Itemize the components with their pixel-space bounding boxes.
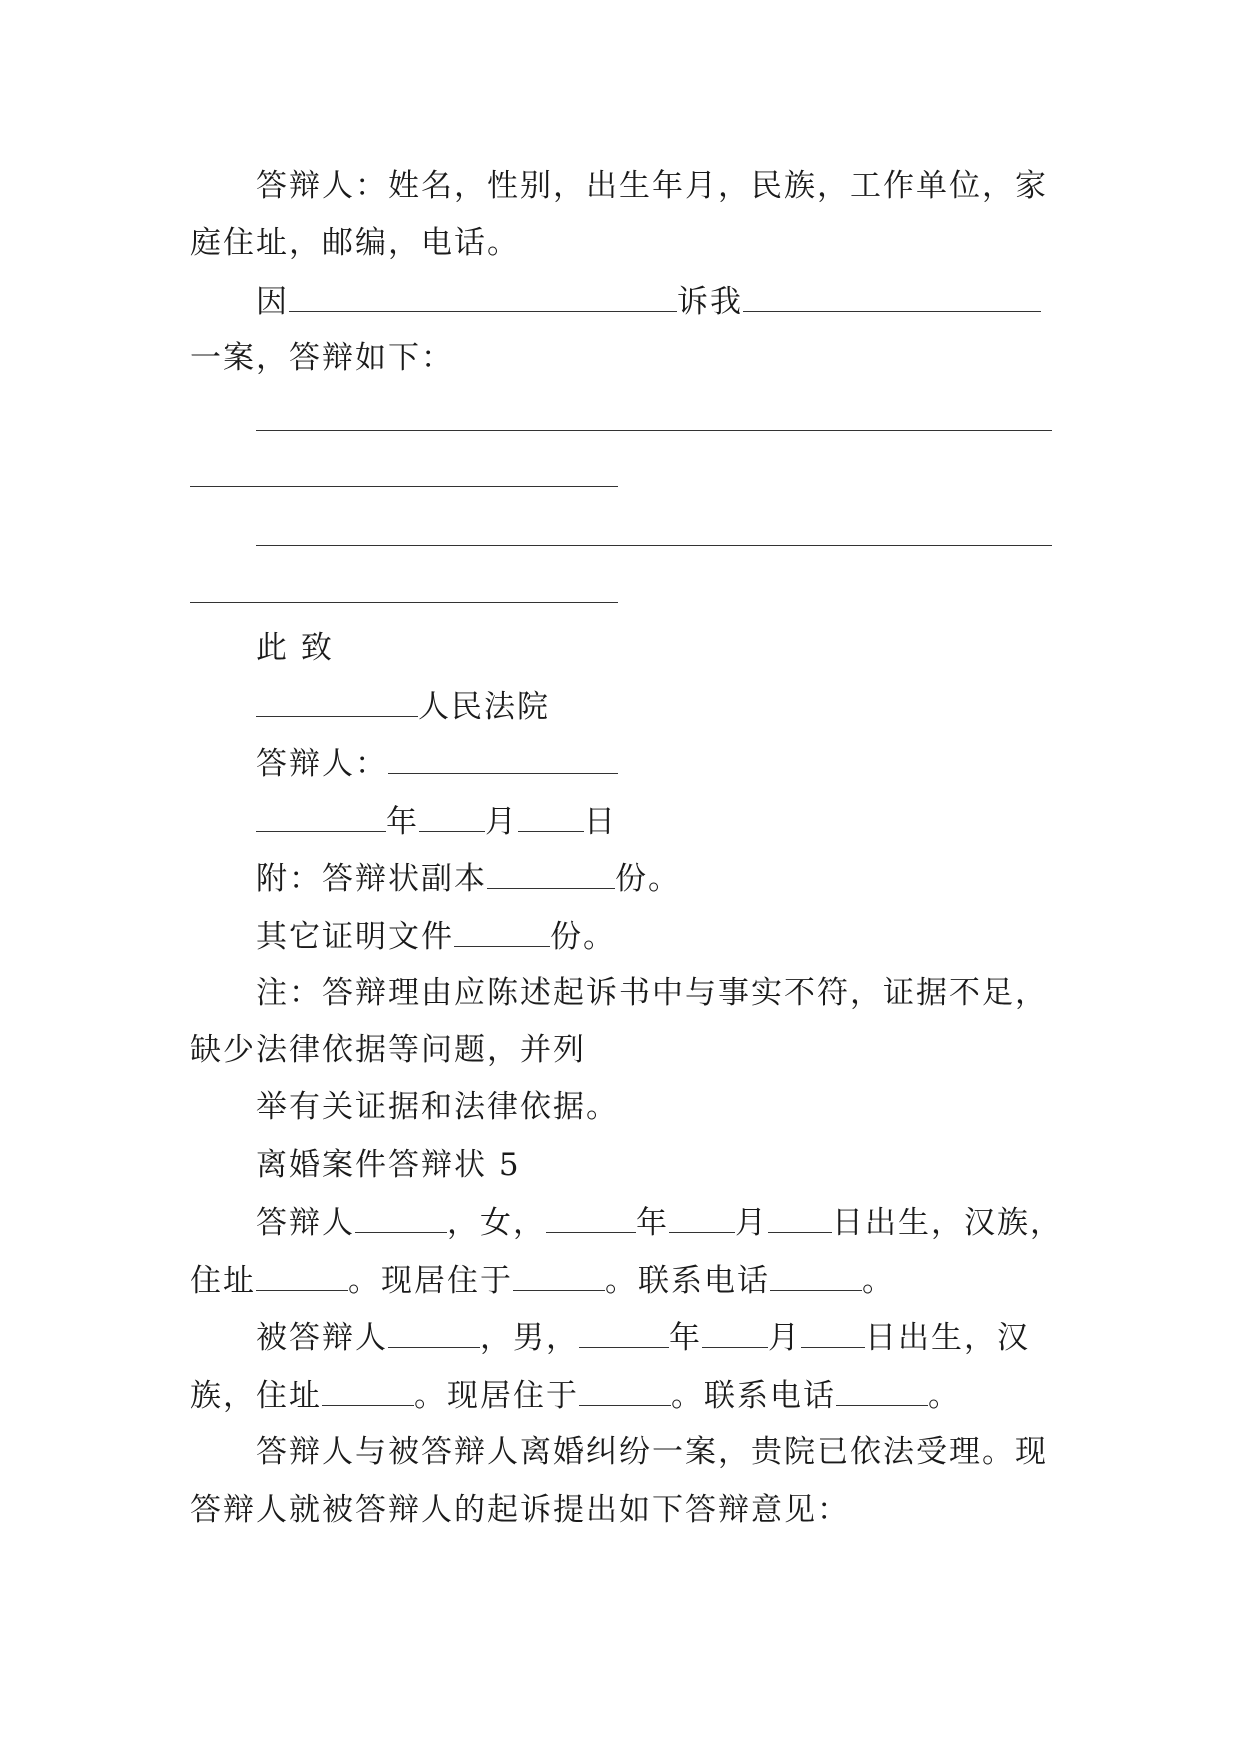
- court-name-blank[interactable]: [256, 686, 418, 717]
- case-statement-cont: 答辩人就被答辩人的起诉提出如下答辩意见：: [190, 1492, 850, 1528]
- respondent-detail-line: [256, 1202, 1063, 1242]
- plaintiff-residence-blank[interactable]: [579, 1375, 671, 1406]
- day-blank[interactable]: [518, 801, 584, 832]
- plaintiff-day-blank[interactable]: [801, 1317, 865, 1348]
- respondent-residence-blank[interactable]: [513, 1260, 605, 1291]
- documents-count-blank[interactable]: [454, 916, 550, 947]
- sue-me-text: 诉我: [677, 284, 743, 320]
- defense-rule-2b[interactable]: [190, 602, 618, 603]
- plaintiff-year-label: 年: [669, 1320, 702, 1356]
- respondent-address-label: 住址: [190, 1263, 256, 1299]
- respondent-month-label: 月: [735, 1205, 768, 1241]
- case-blank[interactable]: [743, 281, 1041, 312]
- cause-prefix: 因: [256, 284, 289, 320]
- plaintiff-label: 被答辩人: [256, 1320, 388, 1356]
- respondent-birth-ethnicity: 日出生，汉族，: [832, 1205, 1063, 1241]
- plaintiff-period: 。: [928, 1378, 961, 1414]
- month-blank[interactable]: [419, 801, 485, 832]
- plaintiff-phone-blank[interactable]: [836, 1375, 928, 1406]
- note-line-cont: 缺少法律依据等问题，并列: [190, 1032, 586, 1068]
- respondent-name-blank[interactable]: [355, 1202, 447, 1233]
- respondent-address-blank[interactable]: [256, 1260, 348, 1291]
- other-documents-line: [256, 916, 616, 956]
- plaintiff-residence-label: 。现居住于: [414, 1378, 579, 1414]
- copies-count-blank[interactable]: [487, 858, 615, 889]
- respondent-info-line-cont: 庭住址，邮编，电话。: [190, 225, 520, 261]
- defense-intro: 一案，答辩如下：: [190, 340, 454, 376]
- cause-line: [256, 281, 1041, 321]
- copies-unit: 份。: [615, 861, 681, 897]
- cause-blank[interactable]: [289, 281, 677, 312]
- section-heading: 离婚案件答辩状 5: [256, 1147, 521, 1183]
- case-statement: 答辩人与被答辩人离婚纠纷一案，贵院已依法受理。现: [256, 1434, 1048, 1470]
- signature-label: 答辩人：: [256, 746, 388, 782]
- respondent-year-label: 年: [636, 1205, 669, 1241]
- defense-rule-2a[interactable]: [256, 545, 1052, 546]
- plaintiff-phone-label: 。联系电话: [671, 1378, 836, 1414]
- respondent-residence-label: 。现居住于: [348, 1263, 513, 1299]
- note-line-end: 举有关证据和法律依据。: [256, 1089, 619, 1125]
- plaintiff-address-blank[interactable]: [322, 1375, 414, 1406]
- defense-rule-1a[interactable]: [256, 430, 1052, 431]
- plaintiff-address-label: 族，住址: [190, 1378, 322, 1414]
- defense-rule-1b[interactable]: [190, 486, 618, 487]
- respondent-label: 答辩人: [256, 1205, 355, 1241]
- respondent-day-blank[interactable]: [768, 1202, 832, 1233]
- respondent-month-blank[interactable]: [669, 1202, 735, 1233]
- signature-blank[interactable]: [388, 743, 618, 774]
- day-label: 日: [584, 804, 617, 840]
- respondent-phone-blank[interactable]: [770, 1260, 862, 1291]
- month-label: 月: [485, 804, 518, 840]
- salutation: 此 致: [256, 630, 334, 666]
- year-blank[interactable]: [256, 801, 386, 832]
- plaintiff-month-label: 月: [768, 1320, 801, 1356]
- plaintiff-name-blank[interactable]: [388, 1317, 480, 1348]
- attachment-copies-line: [256, 858, 681, 898]
- attachment-copies-label: 附：答辩状副本: [256, 861, 487, 897]
- respondent-phone-label: 。联系电话: [605, 1263, 770, 1299]
- court-suffix: 人民法院: [418, 689, 550, 725]
- plaintiff-detail-line: [256, 1317, 1030, 1357]
- signature-line: [256, 743, 618, 783]
- documents-unit: 份。: [550, 919, 616, 955]
- plaintiff-address-line: [190, 1375, 961, 1415]
- plaintiff-month-blank[interactable]: [702, 1317, 768, 1348]
- date-line: [256, 801, 617, 841]
- respondent-info-line: 答辩人：姓名，性别，出生年月，民族，工作单位，家: [256, 168, 1048, 204]
- respondent-address-line: [190, 1260, 895, 1300]
- note-line: 注：答辩理由应陈述起诉书中与事实不符，证据不足，: [256, 975, 1048, 1011]
- respondent-year-blank[interactable]: [546, 1202, 636, 1233]
- respondent-period: 。: [862, 1263, 895, 1299]
- court-line: [256, 686, 550, 726]
- plaintiff-year-blank[interactable]: [579, 1317, 669, 1348]
- other-documents-label: 其它证明文件: [256, 919, 454, 955]
- plaintiff-birth-ethnicity: 日出生，汉: [865, 1320, 1030, 1356]
- respondent-gender: ，女，: [447, 1205, 546, 1241]
- plaintiff-gender: ，男，: [480, 1320, 579, 1356]
- year-label: 年: [386, 804, 419, 840]
